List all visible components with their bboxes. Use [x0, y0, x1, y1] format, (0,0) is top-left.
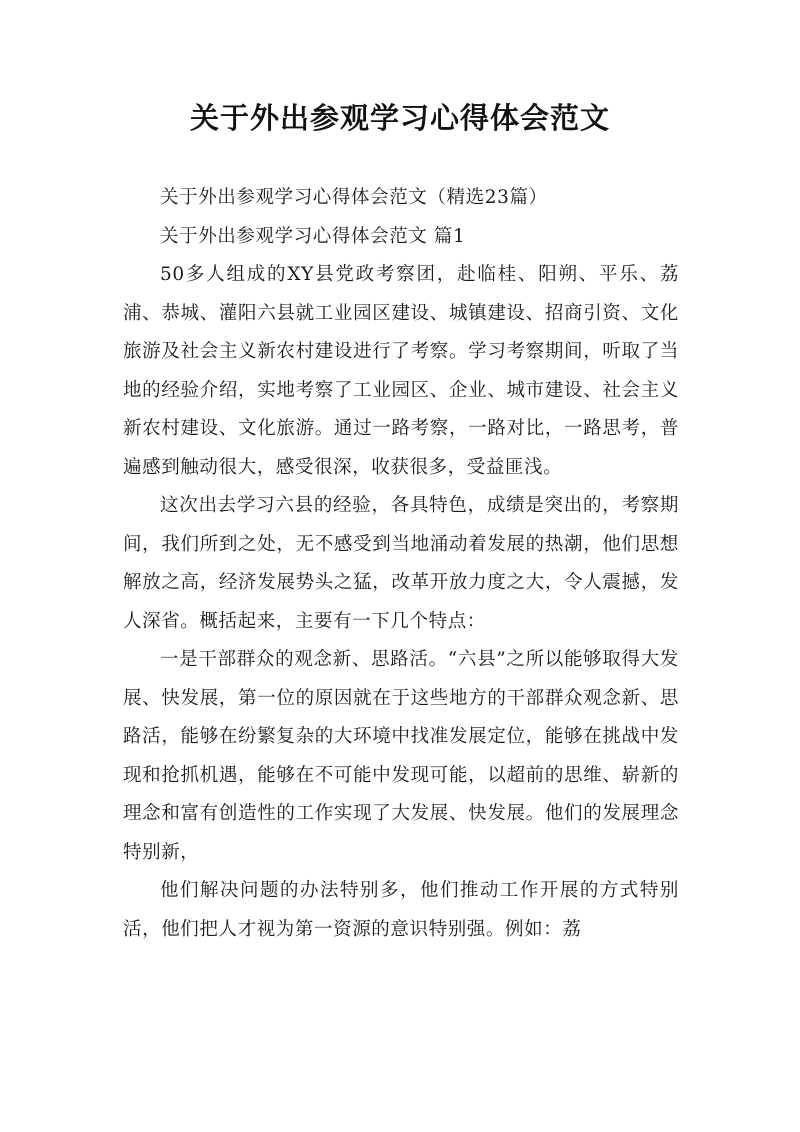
paragraph: 他们解决问题的办法特别多，他们推动工作开展的方式特别活，他们把人才视为第一资源的意识特别强。例如：荔	[123, 880, 679, 940]
document-title: 关于外出参观学习心得体会范文	[189, 101, 610, 135]
paragraph: 一是干部群众的观念新、思路活。“六县”之所以能够取得大发展、快发展，第一位的原因就在于这些地方的干部群众观念新、思路活，能够在纷繁复杂的大环境中找准发展定位，能够在挑战中发现和抢抓机遇，能够在不可能中发现可能，以超前的思维、崭新的理念和富有创造性的工作实现了大发展、快发展。他们的发展理念特别新，	[123, 649, 679, 863]
document-body	[123, 179, 679, 949]
section-heading: 关于外出参观学习心得体会范文 篇1	[160, 225, 466, 247]
paragraph: 这次出去学习六县的经验，各具特色，成绩是突出的，考察期间，我们所到之处，无不感受到当地涌动着发展的热潮，他们思想解放之高，经济发展势头之猛，改革开放力度之大，令人震撼，发人深省。概括起来，主要有一下几个特点：	[123, 495, 679, 632]
document-subtitle: 关于外出参观学习心得体会范文（精选23篇）	[160, 187, 548, 208]
paragraph: 50多人组成的XY县党政考察团，赴临桂、阳朔、平乐、荔浦、恭城、灌阳六县就工业园区建设、城镇建设、招商引资、文化旅游及社会主义新农村建设进行了考察。学习考察期间，听取了当地的经验介绍，实地考察了工业园区、企业、城市建设、社会主义新农村建设、文化旅游。通过一路考察，一路对比，一路思考，普遍感到触动很大，感受很深，收获很多，受益匪浅。	[123, 264, 679, 478]
